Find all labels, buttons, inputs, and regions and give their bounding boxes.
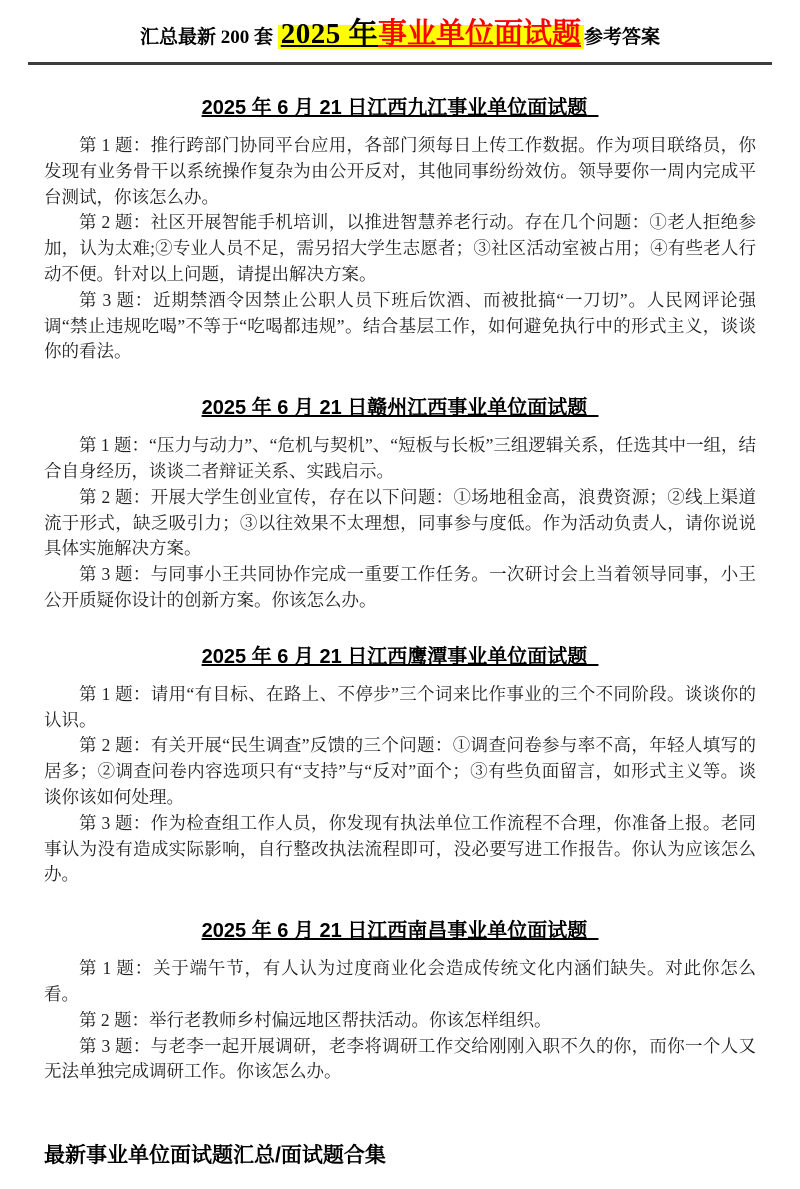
- question-paragraph: 第 3 题：与同事小王共同协作完成一重要工作任务。一次研讨会上当着领导同事，小王公开质疑你设计的创新方案。你该怎么办。: [44, 564, 756, 610]
- question-paragraph: 第 3 题：近期禁酒令因禁止公职人员下班后饮酒、而被批搞“一刀切”。人民网评论强调“禁止违规吃喝”不等于“吃喝都违规”。结合基层工作，如何避免执行中的形式主义，谈谈你的看法。: [44, 289, 756, 362]
- header-highlight: [278, 18, 584, 50]
- exam-section: [44, 391, 756, 614]
- section-title: 2025 年 6 月 21 日赣州江西事业单位面试题: [201, 397, 588, 420]
- document-footer: 最新事业单位面试题汇总/面试题合集: [44, 1144, 386, 1168]
- header-prefix: 汇总最新 200 套: [139, 27, 278, 48]
- question-paragraph: 第 1 题：请用“有目标、在路上、不停步”三个词来比作事业的三个不同阶段。谈谈你的认识。: [44, 683, 756, 730]
- exam-section: [44, 640, 756, 888]
- exam-section: [44, 91, 756, 365]
- section-title: 2025 年 6 月 21 日江西南昌事业单位面试题: [201, 920, 588, 943]
- question-paragraph: 第 2 题：开展大学生创业宣传，存在以下问题：①场地租金高，浪费资源；②线上渠道流于形式，缺乏吸引力；③以往效果不太理想，同事参与度低。作为活动负责人，请你说说具体实施解决方案。: [44, 486, 756, 559]
- header-suffix: 参考答案: [584, 27, 661, 48]
- question-paragraph: 第 1 题：“压力与动力”、“危机与契机”、“短板与长板”三组逻辑关系，任选其中一组，结合自身经历，谈谈二者辩证关系、实践启示。: [44, 435, 756, 481]
- question-paragraph: 第 1 题：推行跨部门协同平台应用，各部门须每日上传工作数据。作为项目联络员，你发现有业务骨干以系统操作复杂为由公开反对，其他同事纷纷效仿。领导要你一周内完成平台测试，你该怎么办。: [44, 135, 756, 207]
- header-highlight-year: 2025 年: [280, 18, 378, 50]
- question-paragraph: 第 2 题：社区开展智能手机培训，以推进智慧养老行动。存在几个问题：①老人拒绝参加，认为太难;②专业人员不足，需另招大学生志愿者；③社区活动室被占用；④有些老人行动不便。针对以上问题，请提出解决方案。: [44, 212, 756, 284]
- question-paragraph: 第 3 题：作为检查组工作人员，你发现有执法单位工作流程不合理，你准备上报。老同事认为没有造成实际影响，自行整改执法流程即可，没必要写进工作报告。你认为应该怎么办。: [44, 812, 756, 885]
- section-title: 2025 年 6 月 21 日江西鹰潭事业单位面试题: [201, 645, 588, 668]
- header-highlight-title: 事业单位面试题: [378, 18, 582, 50]
- question-paragraph: 第 1 题：关于端午节，有人认为过度商业化会造成传统文化内涵们缺失。对此你怎么看。: [44, 958, 756, 1004]
- document-header: [44, 14, 756, 58]
- header-divider: [28, 62, 772, 65]
- exam-section: [44, 914, 756, 1085]
- sections-container: [44, 91, 756, 1085]
- section-title: 2025 年 6 月 21 日江西九江事业单位面试题: [201, 97, 588, 119]
- question-paragraph: 第 2 题：举行老教师乡村偏远地区帮扶活动。你该怎样组织。: [79, 1009, 552, 1030]
- question-paragraph: 第 3 题：与老李一起开展调研，老李将调研工作交给刚刚入职不久的你，而你一个人又无法单独完成调研工作。你该怎么办。: [44, 1035, 756, 1082]
- question-paragraph: 第 2 题：有关开展“民生调查”反馈的三个问题：①调查问卷参与率不高，年轻人填写的居多；②调查问卷内容选项只有“支持”与“反对”面个；③有些负面留言，如形式主义等。谈谈你该如何处理。: [44, 735, 756, 807]
